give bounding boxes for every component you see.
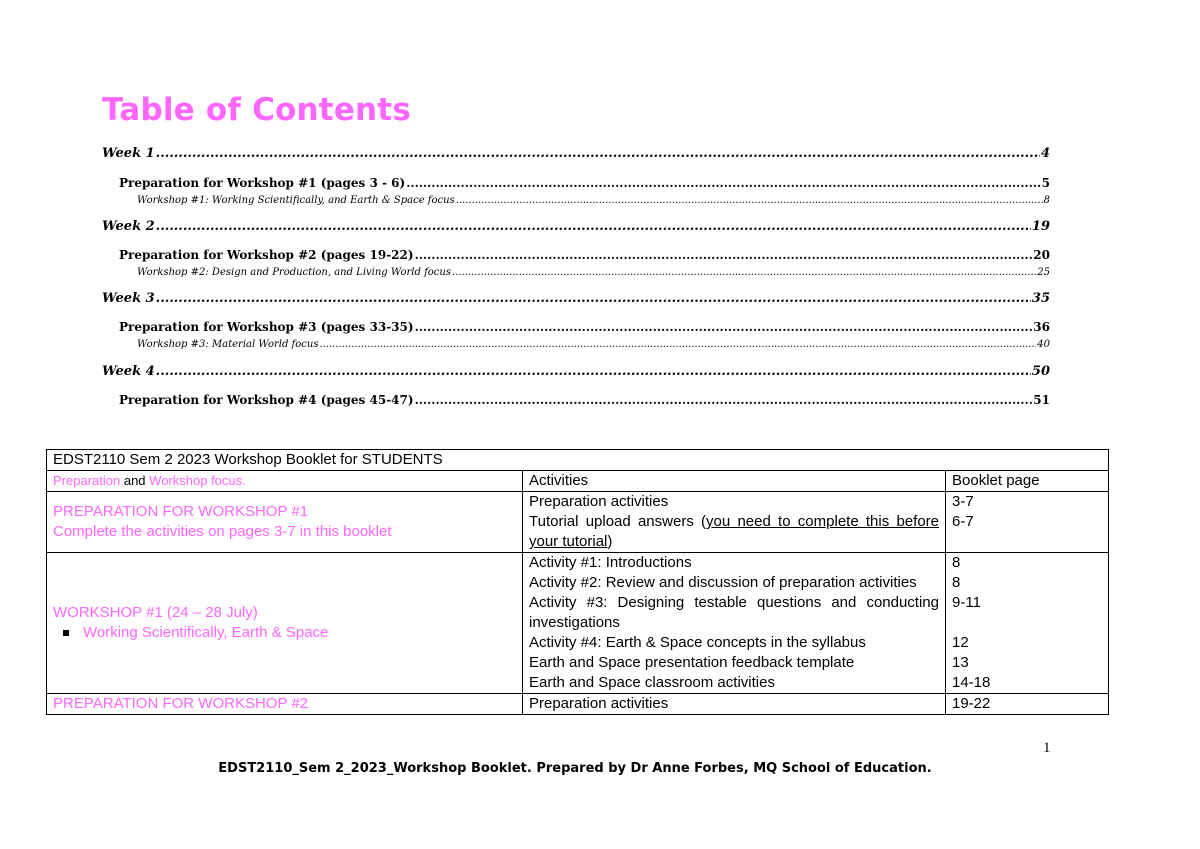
activity-item: Activity #3: Designing testable questions and conducting investigations bbox=[529, 594, 939, 631]
toc-entry-week-4[interactable] bbox=[102, 364, 1050, 379]
activity-item: Earth and Space classroom activities bbox=[529, 674, 775, 691]
toc-entry-label: Week 2 bbox=[102, 219, 155, 234]
toc-entry-page: 50 bbox=[1031, 364, 1050, 379]
activity-item: Preparation activities bbox=[529, 493, 669, 510]
pages-cell bbox=[946, 553, 1109, 694]
page-ref: 3-7 bbox=[952, 493, 974, 510]
toc-leader-dots bbox=[415, 393, 1033, 407]
toc-entry-week-2[interactable] bbox=[102, 219, 1050, 234]
table-row bbox=[47, 694, 1109, 715]
row-heading: WORKSHOP #1 (24 – 28 July) bbox=[53, 604, 258, 621]
toc-entry-page: 51 bbox=[1033, 393, 1050, 407]
toc-entry-label: Workshop #3: Material World focus bbox=[137, 339, 319, 350]
toc-entry-label: Week 4 bbox=[102, 364, 155, 379]
activity-text: Tutorial upload answers ( bbox=[529, 513, 707, 530]
legend-workshop-focus: Workshop focus. bbox=[149, 473, 246, 488]
toc-entry-week-3[interactable] bbox=[102, 291, 1050, 306]
focus-list-item: Working Scientifically, Earth & Space bbox=[83, 623, 516, 643]
row-subheading: Complete the activities on pages 3-7 in this booklet bbox=[53, 523, 392, 540]
toc-entry-page: 40 bbox=[1037, 339, 1050, 350]
activity-underlined-text: you need to complete this before your tutorial bbox=[529, 513, 939, 550]
toc-entry-page: 4 bbox=[1040, 146, 1050, 161]
activity-item: Activity #4: Earth & Space concepts in the syllabus bbox=[529, 634, 866, 651]
toc-entry-workshop-3[interactable] bbox=[137, 339, 1050, 350]
column-header-activities: Activities bbox=[523, 471, 946, 492]
table-row bbox=[47, 553, 1109, 694]
toc-leader-dots bbox=[156, 291, 1031, 306]
table-row bbox=[47, 492, 1109, 553]
legend-and: and bbox=[123, 473, 146, 488]
toc-leader-dots bbox=[156, 364, 1031, 379]
row-heading-cell bbox=[47, 492, 523, 553]
table-title: EDST2110 Sem 2 2023 Workshop Booklet for STUDENTS bbox=[47, 450, 1109, 471]
page-ref bbox=[952, 613, 1102, 633]
row-heading: PREPARATION FOR WORKSHOP #2 bbox=[47, 694, 523, 715]
page-ref: 12 bbox=[952, 634, 969, 651]
activity-item: Activity #1: Introductions bbox=[529, 554, 692, 571]
toc-entry-prep-workshop-1[interactable] bbox=[119, 176, 1050, 190]
toc-leader-dots bbox=[156, 146, 1040, 161]
row-heading: PREPARATION FOR WORKSHOP #1 bbox=[53, 503, 309, 520]
toc-title: Table of Contents bbox=[102, 92, 411, 128]
table-title-row bbox=[47, 450, 1109, 471]
column-header-booklet-page: Booklet page bbox=[946, 471, 1109, 492]
activities-cell bbox=[523, 492, 946, 553]
page-ref: 6-7 bbox=[952, 513, 974, 530]
page-ref: 8 bbox=[952, 554, 961, 571]
toc-entry-page: 20 bbox=[1033, 248, 1050, 262]
page-ref: 13 bbox=[952, 654, 969, 671]
toc-leader-dots bbox=[415, 320, 1033, 334]
toc-leader-dots bbox=[456, 195, 1043, 206]
toc-leader-dots bbox=[452, 267, 1036, 278]
activity-item: Preparation activities bbox=[523, 694, 946, 715]
toc-entry-label: Preparation for Workshop #3 (pages 33-35) bbox=[119, 320, 414, 334]
toc-entry-label: Week 1 bbox=[102, 146, 155, 161]
toc-leader-dots bbox=[415, 248, 1033, 262]
focus-list bbox=[53, 623, 516, 643]
toc-entry-label: Preparation for Workshop #1 (pages 3 - 6) bbox=[119, 176, 406, 190]
table-header-row bbox=[47, 471, 1109, 492]
activity-item: Activity #2: Review and discussion of preparation activities bbox=[529, 574, 917, 591]
toc-leader-dots bbox=[319, 339, 1036, 350]
toc-entry-workshop-2[interactable] bbox=[137, 267, 1050, 278]
activities-cell bbox=[523, 553, 946, 694]
toc-entry-label: Workshop #1: Working Scientifically, and Earth & Space focus bbox=[137, 195, 455, 206]
toc-entry-workshop-1[interactable] bbox=[137, 195, 1050, 206]
toc-leader-dots bbox=[156, 219, 1031, 234]
page-ref: 14-18 bbox=[952, 674, 991, 691]
toc-entry-label: Workshop #2: Design and Production, and Living World focus bbox=[137, 267, 451, 278]
toc-entry-prep-workshop-2[interactable] bbox=[119, 248, 1050, 262]
toc-entry-label: Preparation for Workshop #4 (pages 45-47) bbox=[119, 393, 414, 407]
page-footer: EDST2110_Sem 2_2023_Workshop Booklet. Prepared by Dr Anne Forbes, MQ School of Education. bbox=[218, 761, 932, 776]
toc-entry-page: 25 bbox=[1037, 267, 1050, 278]
toc-entry-page: 5 bbox=[1041, 176, 1050, 190]
page-ref: 8 bbox=[952, 574, 961, 591]
toc-entry-page: 19 bbox=[1031, 219, 1050, 234]
toc-entry-page: 35 bbox=[1031, 291, 1050, 306]
activity-item: Earth and Space presentation feedback template bbox=[529, 654, 855, 671]
legend-cell bbox=[47, 471, 523, 492]
workshop-schedule-table bbox=[46, 449, 1109, 715]
toc-leader-dots bbox=[406, 176, 1040, 190]
page-ref: 19-22 bbox=[946, 694, 1109, 715]
toc-entry-week-1[interactable] bbox=[102, 146, 1050, 161]
toc-entry-label: Preparation for Workshop #2 (pages 19-22) bbox=[119, 248, 414, 262]
page-ref: 9-11 bbox=[952, 594, 981, 611]
row-heading-cell bbox=[47, 553, 523, 694]
page-number: 1 bbox=[1043, 740, 1051, 756]
toc-entry-page: 8 bbox=[1043, 195, 1050, 206]
toc-entry-prep-workshop-3[interactable] bbox=[119, 320, 1050, 334]
activity-item bbox=[529, 512, 939, 552]
legend-preparation: Preparation bbox=[53, 473, 121, 488]
activity-text: ) bbox=[607, 533, 613, 550]
pages-cell bbox=[946, 492, 1109, 553]
toc-entry-page: 36 bbox=[1033, 320, 1050, 334]
toc-entry-prep-workshop-4[interactable] bbox=[119, 393, 1050, 407]
toc-entry-label: Week 3 bbox=[102, 291, 155, 306]
